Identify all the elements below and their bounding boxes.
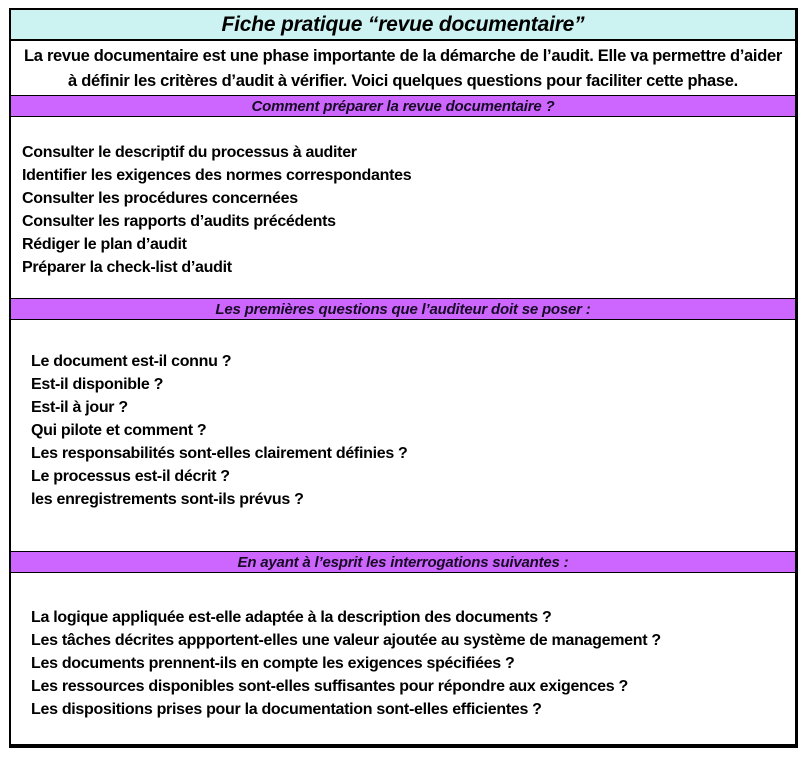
section-heading-text: Comment préparer la revue documentaire ? bbox=[251, 97, 555, 115]
title-bar bbox=[11, 10, 795, 41]
list-item: Les documents prennent-ils en compte les exigences spécifiées ? bbox=[31, 655, 515, 672]
section-heading-preparer bbox=[11, 95, 795, 117]
list-item: Le processus est-il décrit ? bbox=[31, 468, 230, 485]
list-item: Les tâches décrites appportent-elles une valeur ajoutée au système de management ? bbox=[31, 632, 661, 649]
list-item: Qui pilote et comment ? bbox=[31, 422, 207, 439]
intro-text: La revue documentaire est une phase importante de la démarche de l’audit. Elle va permettre d’aider à définir les critères d’audit à vérifier. Voici quelques questions pour faciliter cette phase. bbox=[24, 47, 782, 90]
list-item: Consulter les rapports d’audits précédents bbox=[22, 213, 336, 230]
list-item: Les ressources disponibles sont-elles suffisantes pour répondre aux exigences ? bbox=[31, 678, 628, 695]
list-item: Consulter le descriptif du processus à auditer bbox=[22, 144, 357, 161]
list-item: Les responsabilités sont-elles clairement définies ? bbox=[31, 445, 408, 462]
list-item: Est-il disponible ? bbox=[31, 376, 164, 393]
list-item: Préparer la check-list d’audit bbox=[22, 259, 232, 276]
list-item: les enregistrements sont-ils prévus ? bbox=[31, 491, 304, 508]
section-heading-interrogations bbox=[11, 551, 795, 573]
list-item: Consulter les procédures concernées bbox=[22, 190, 298, 207]
intro-paragraph bbox=[11, 41, 795, 95]
list-item: Rédiger le plan d’audit bbox=[22, 236, 187, 253]
page-title: Fiche pratique “revue documentaire” bbox=[221, 12, 585, 36]
list-item: Le document est-il connu ? bbox=[31, 353, 232, 370]
section-heading-text: En ayant à l’esprit les interrogations suivantes : bbox=[237, 553, 569, 571]
section-interrogations-list bbox=[11, 573, 795, 744]
list-item: Est-il à jour ? bbox=[31, 399, 128, 416]
list-item: Les dispositions prises pour la documentation sont-elles efficientes ? bbox=[31, 701, 542, 718]
section-preparer-list bbox=[11, 117, 795, 298]
list-item: La logique appliquée est-elle adaptée à la description des documents ? bbox=[31, 609, 552, 626]
section-heading-premieres-questions bbox=[11, 298, 795, 320]
fiche-document bbox=[9, 8, 798, 748]
list-item: Identifier les exigences des normes correspondantes bbox=[22, 167, 412, 184]
section-heading-text: Les premières questions que l’auditeur doit se poser : bbox=[215, 300, 591, 318]
section-premieres-questions-list bbox=[11, 320, 795, 551]
